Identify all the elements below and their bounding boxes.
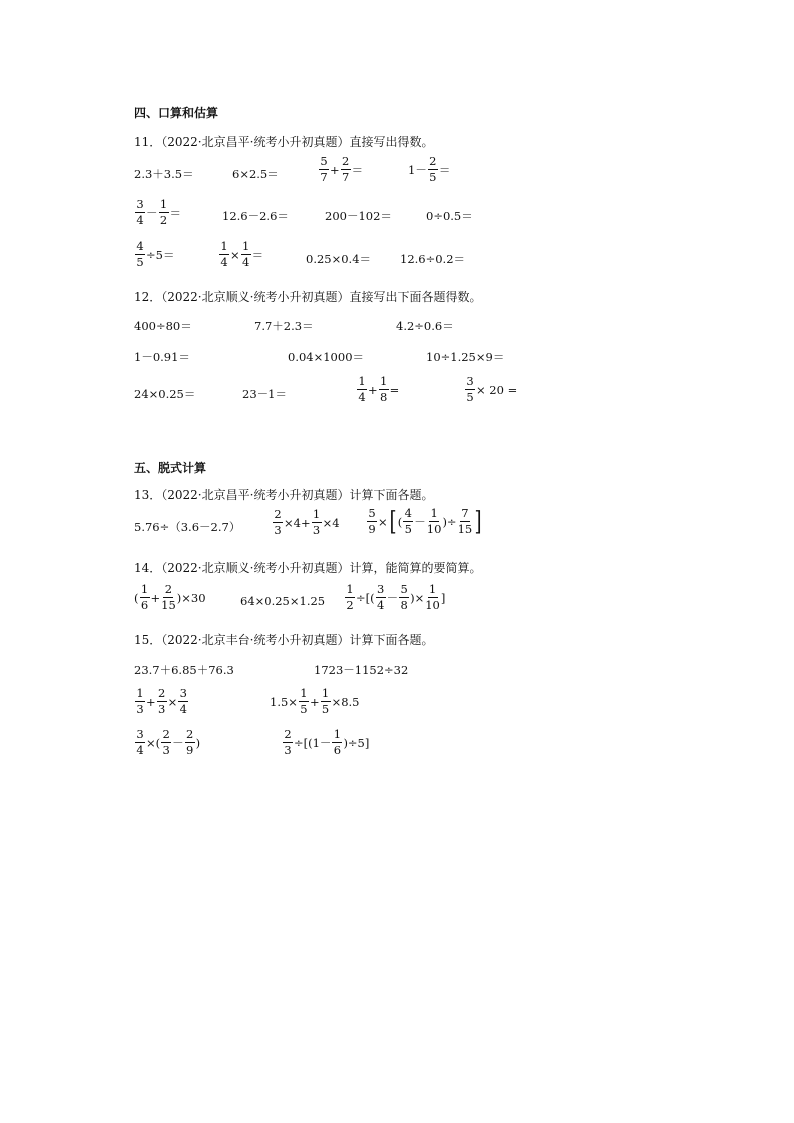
numerator: 2 [185, 727, 194, 741]
question-15-prompt: 15．（2022·北京丰台·统考小升初真题）计算下面各题。 [134, 633, 434, 647]
numerator: 4 [136, 239, 144, 253]
q13-expr-3 [366, 508, 483, 535]
operator: － [386, 590, 399, 605]
numerator: 2 [164, 582, 173, 596]
q11-expr-1: 2.3＋3.5＝ [134, 167, 194, 181]
denominator: 4 [220, 254, 228, 269]
denominator: 4 [136, 742, 144, 757]
denominator: 5 [429, 169, 437, 184]
q15-expr-5 [134, 729, 200, 756]
numerator: 7 [461, 506, 469, 520]
numerator: 2 [429, 154, 437, 168]
denominator: 7 [320, 169, 328, 184]
left-bracket: [ [389, 506, 397, 537]
q12-expr-6: 10÷1.25×9＝ [426, 350, 505, 364]
denominator: 3 [284, 742, 292, 757]
operator: + [368, 382, 378, 397]
denominator: 6 [140, 597, 149, 612]
operator: )× [410, 590, 425, 605]
operator: )÷ [442, 514, 457, 529]
section-five-title: 五、脱式计算 [134, 461, 207, 475]
equals: ＝ [169, 205, 181, 220]
numerator: 1 [136, 686, 144, 700]
denominator: 15 [457, 521, 473, 536]
numerator: 3 [376, 582, 385, 596]
numerator: 1 [140, 582, 149, 596]
q12-expr-8: 23－1＝ [242, 387, 287, 401]
right-bracket: ] [474, 506, 482, 537]
denominator: 6 [333, 742, 342, 757]
operator: × [167, 694, 178, 709]
q11-expr-6: 12.6－2.6＝ [222, 209, 289, 223]
numerator: 1 [220, 239, 228, 253]
numerator: 1 [300, 686, 308, 700]
question-11-prompt: 11．（2022·北京昌平·统考小升初真题）直接写出得数。 [134, 135, 434, 149]
denominator: 10 [426, 521, 442, 536]
numerator: 2 [162, 727, 170, 741]
denominator: 3 [136, 701, 144, 716]
numerator: 5 [400, 582, 408, 596]
q11-expr-7: 200－102＝ [325, 209, 392, 223]
equals: = [389, 382, 400, 397]
q15-expr-1: 23.7＋6.85＋76.3 [134, 663, 234, 677]
q11-expr-3 [318, 156, 363, 183]
q13-expr-2 [272, 509, 340, 536]
operator: + [150, 590, 161, 605]
operator: ÷[(1－ [294, 735, 332, 750]
numerator: 5 [368, 506, 376, 520]
q12-expr-7: 24×0.25＝ [134, 387, 196, 401]
denominator: 4 [358, 389, 366, 404]
q14-expr-2: 64×0.25×1.25 [240, 594, 326, 608]
denominator: 5 [321, 701, 330, 716]
numerator: 1 [241, 239, 250, 253]
denominator: 8 [400, 597, 408, 612]
operator: + [309, 694, 320, 709]
operator: × [378, 514, 388, 529]
operator: + [330, 162, 340, 177]
denominator: 2 [159, 212, 168, 227]
q11-expr-8: 0÷0.5＝ [426, 209, 473, 223]
left-paren: ( [397, 514, 403, 529]
suffix: ×8.5 [331, 694, 360, 709]
section-four-title: 四、口算和估算 [134, 106, 219, 120]
q11-expr-12: 12.6÷0.2＝ [400, 252, 466, 266]
numerator: 1 [321, 686, 330, 700]
numerator: 1 [159, 197, 168, 211]
q14-expr-1 [134, 584, 206, 611]
numerator: 1 [358, 374, 366, 388]
q11-expr-11: 0.25×0.4＝ [306, 252, 372, 266]
q11-expr-4 [408, 156, 450, 183]
right-paren: ) [195, 735, 201, 750]
q15-expr-4 [270, 688, 360, 715]
denominator: 3 [274, 522, 282, 537]
denominator: 4 [136, 212, 144, 227]
denominator: 3 [312, 522, 321, 537]
prefix: 1.5× [270, 694, 298, 709]
denominator: 4 [241, 254, 250, 269]
q11-expr-5 [134, 199, 181, 226]
numerator: 1 [379, 374, 388, 388]
denominator: 5 [300, 701, 308, 716]
numerator: 1 [430, 506, 438, 520]
numerator: 1 [346, 582, 354, 596]
question-12-prompt: 12．（2022·北京顺义·统考小升初真题）直接写出下面各题得数。 [134, 290, 482, 304]
operator: － [172, 735, 184, 750]
q12-expr-9 [356, 376, 399, 403]
suffix: ÷5＝ [146, 247, 175, 262]
denominator: 7 [341, 169, 350, 184]
q11-expr-2: 6×2.5＝ [232, 167, 279, 181]
question-13-prompt: 13．（2022·北京昌平·统考小升初真题）计算下面各题。 [134, 488, 434, 502]
denominator: 4 [179, 701, 187, 716]
numerator: 2 [157, 686, 166, 700]
denominator: 5 [466, 389, 474, 404]
numerator: 3 [466, 374, 474, 388]
q12-expr-5: 0.04×1000＝ [288, 350, 365, 364]
denominator: 9 [368, 521, 376, 536]
denominator: 3 [157, 701, 166, 716]
numerator: 3 [179, 686, 187, 700]
equals: ＝ [251, 247, 264, 262]
q12-expr-10 [464, 376, 517, 403]
numerator: 4 [404, 506, 412, 520]
left-paren: ( [134, 590, 139, 605]
operator: + [146, 694, 156, 709]
operator: ×( [146, 735, 161, 750]
q14-expr-3 [344, 584, 445, 611]
q12-expr-3: 4.2÷0.6＝ [396, 319, 454, 333]
suffix: ×4 [322, 515, 340, 530]
numerator: 1 [312, 507, 321, 521]
q12-expr-4: 1－0.91＝ [134, 350, 190, 364]
question-14-prompt: 14．（2022·北京顺义·统考小升初真题）计算，能简算的要简算。 [134, 561, 482, 575]
q11-expr-10 [218, 241, 263, 268]
q15-expr-3 [134, 688, 189, 715]
q11-expr-9 [134, 241, 174, 268]
q15-expr-6 [282, 729, 369, 756]
suffix: )×30 [176, 590, 206, 605]
denominator: 2 [346, 597, 354, 612]
operator: × [230, 247, 240, 262]
numerator: 5 [320, 154, 328, 168]
numerator: 2 [284, 727, 292, 741]
q12-expr-1: 400÷80＝ [134, 319, 192, 333]
equals: ＝ [438, 162, 451, 177]
q12-expr-2: 7.7＋2.3＝ [254, 319, 314, 333]
suffix: × 20 = [476, 382, 518, 397]
prefix: 1－ [408, 162, 427, 177]
equals: ＝ [351, 162, 364, 177]
operator: － [146, 205, 158, 220]
q15-expr-2: 1723－1152÷32 [314, 663, 409, 677]
denominator: 5 [404, 521, 412, 536]
denominator: 15 [161, 597, 176, 612]
denominator: 8 [379, 389, 388, 404]
denominator: 5 [136, 254, 144, 269]
numerator: 1 [333, 727, 342, 741]
numerator: 3 [136, 727, 144, 741]
suffix: )÷5] [343, 735, 370, 750]
numerator: 2 [341, 154, 350, 168]
q13-expr-1: 5.76÷（3.6－2.7） [134, 520, 241, 534]
right-bracket: ] [440, 590, 446, 605]
numerator: 2 [274, 507, 282, 521]
denominator: 4 [376, 597, 385, 612]
denominator: 9 [185, 742, 194, 757]
numerator: 3 [136, 197, 144, 211]
denominator: 3 [162, 742, 170, 757]
operator: － [414, 514, 426, 529]
denominator: 10 [425, 597, 440, 612]
operator: ÷[( [356, 590, 375, 605]
numerator: 1 [428, 582, 437, 596]
operator: ×4+ [284, 515, 311, 530]
